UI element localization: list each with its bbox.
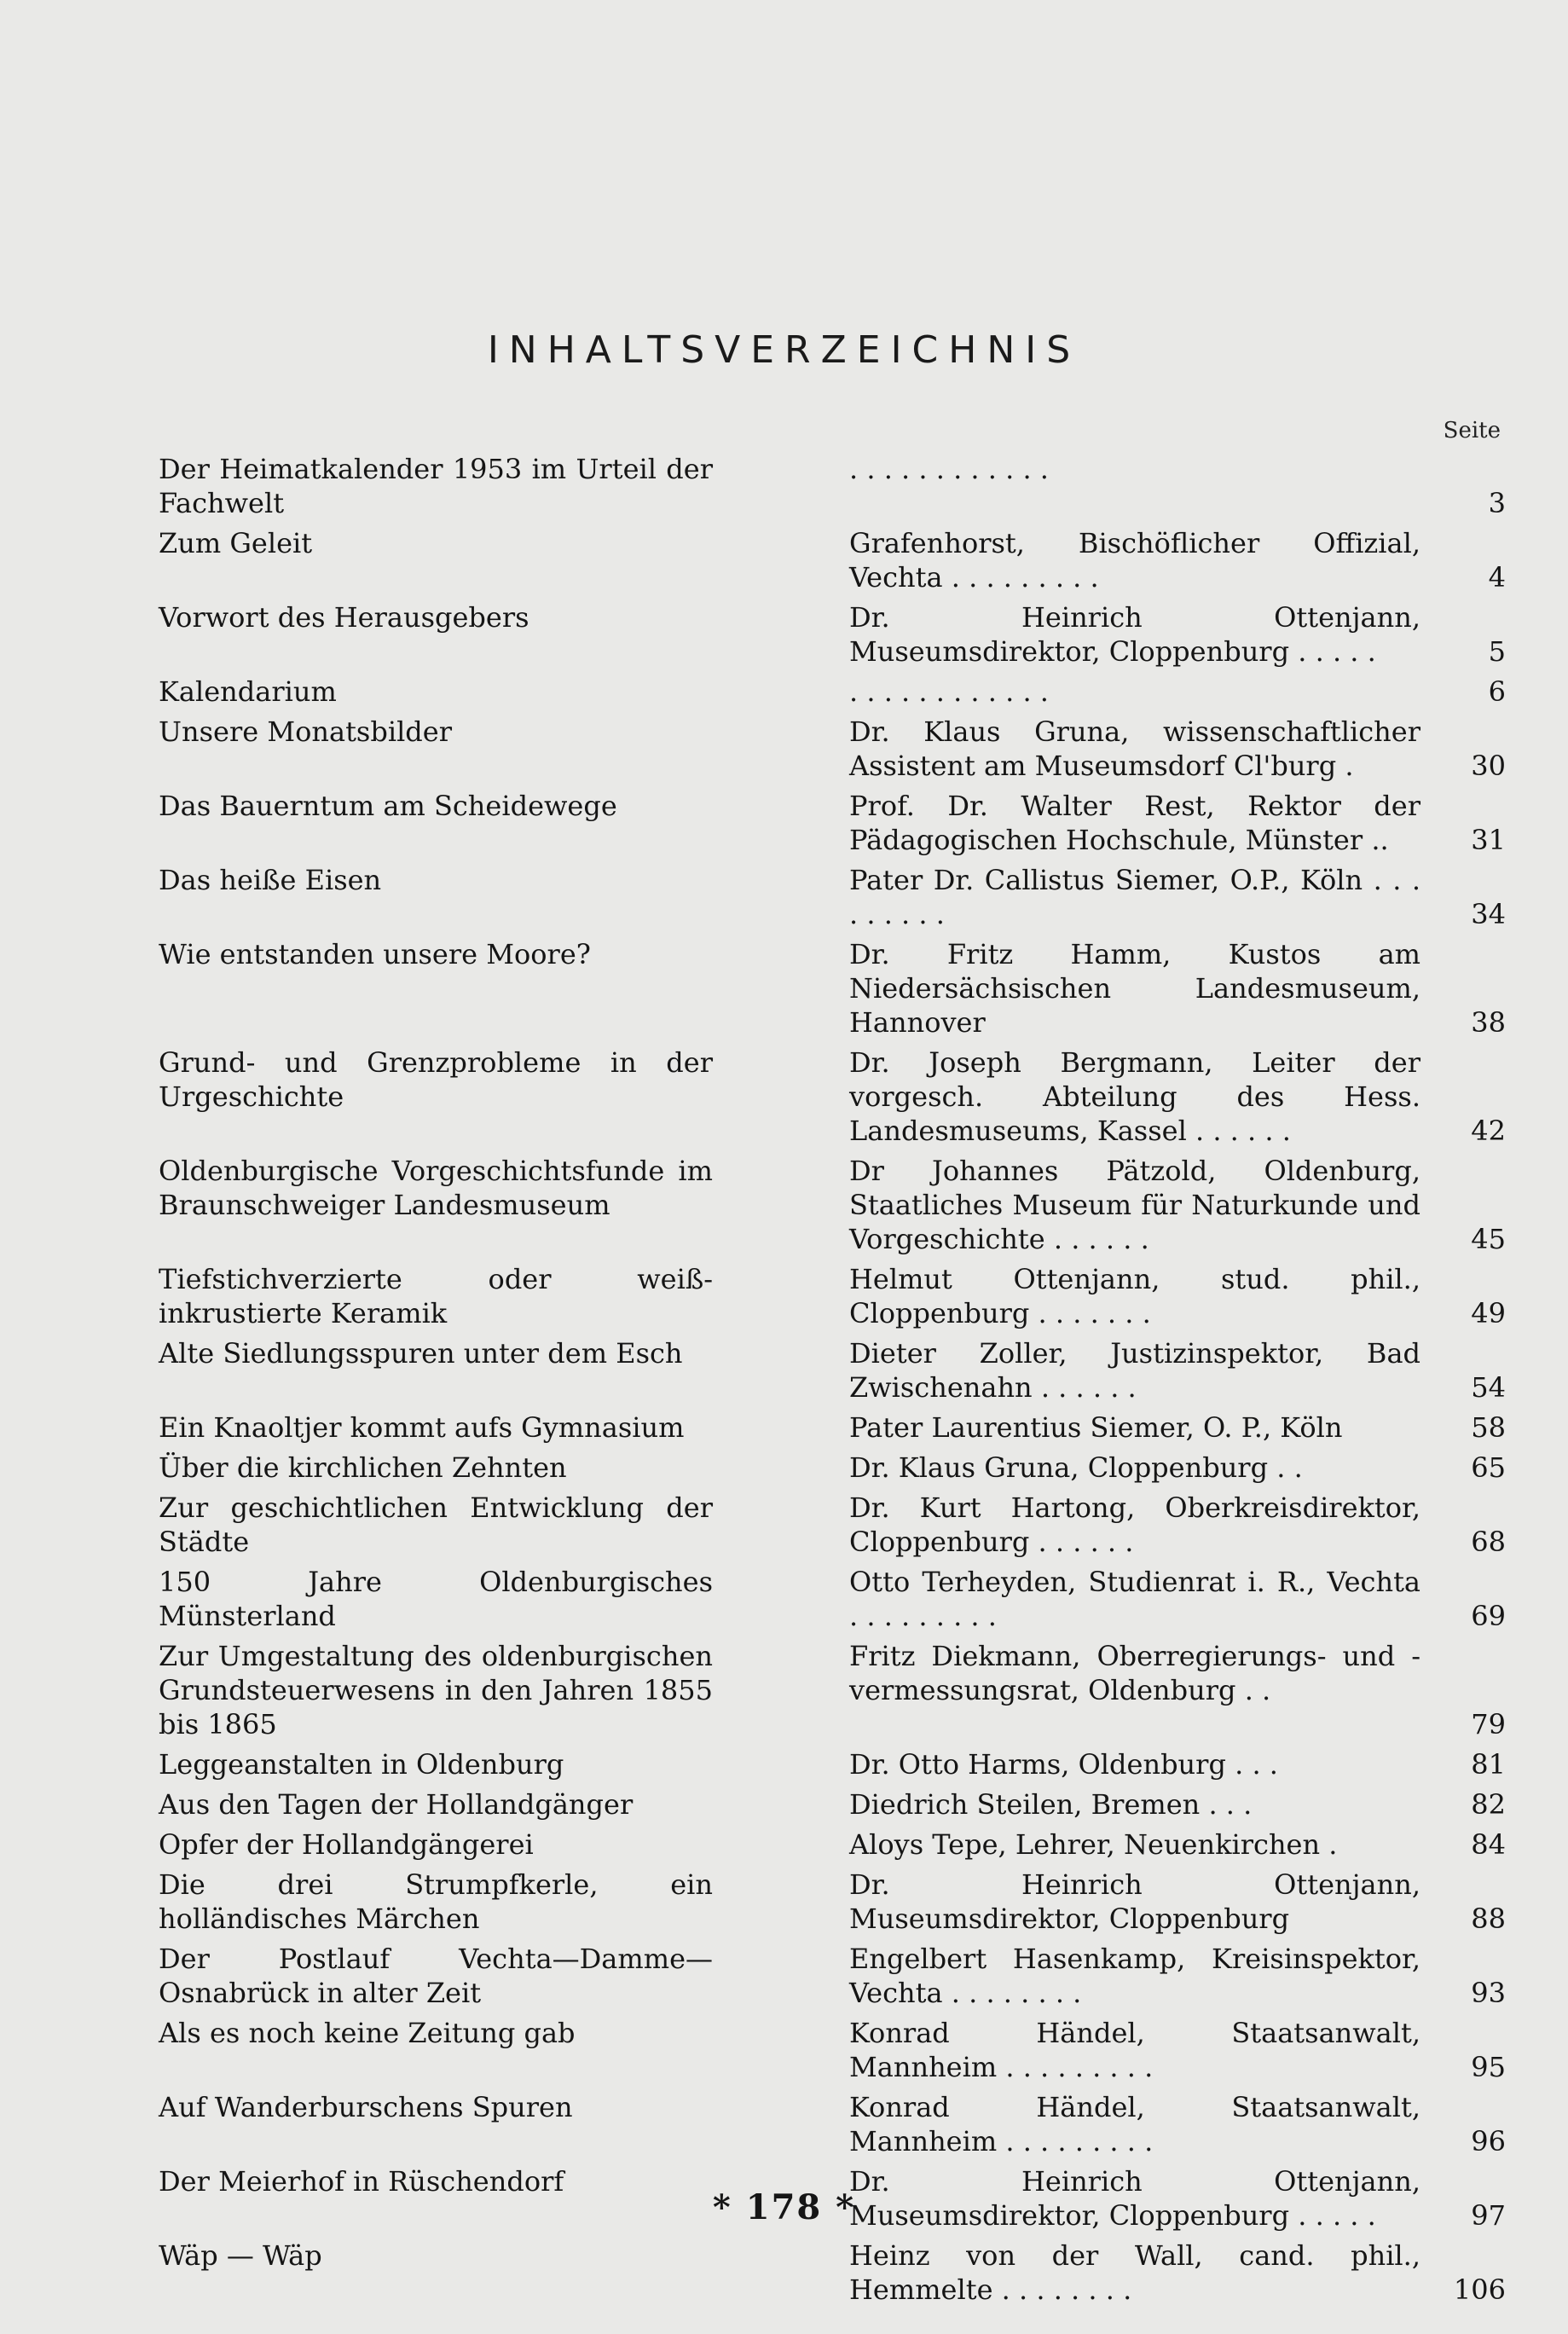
entry-page-number: 30 xyxy=(1471,750,1506,782)
page-title: INHALTSVERZEICHNIS xyxy=(487,328,1081,372)
toc-entry xyxy=(159,1868,1506,1936)
entry-author: Pater Laurentius Siemer, O. P., Köln xyxy=(849,1411,1343,1444)
entry-author: Konrad Händel, Staatsanwalt, Mannheim . . . . . . . . . xyxy=(849,2017,1420,2083)
entry-page-number: 82 xyxy=(1471,1788,1506,1821)
entry-page-number: 4 xyxy=(1488,561,1506,594)
toc-entry xyxy=(159,1491,1506,1559)
toc-entry xyxy=(159,1565,1506,1633)
entry-author: Dr. Fritz Hamm, Kustos am Niedersächsischen Landesmuseum, Hannover xyxy=(849,938,1420,1039)
entry-page-number: 6 xyxy=(1488,675,1506,708)
entry-page-number: 68 xyxy=(1471,1526,1506,1558)
toc-entry xyxy=(159,452,1506,520)
entry-author: . . . . . . . . . . . . xyxy=(849,453,1049,485)
entry-title: Das Bauerntum am Scheidewege xyxy=(159,790,617,822)
toc-entry xyxy=(159,715,1506,783)
entry-page-number: 49 xyxy=(1471,1297,1506,1329)
entry-page-number: 84 xyxy=(1471,1828,1506,1861)
entry-title: Zum Geleit xyxy=(159,527,313,559)
entry-title: Ein Knaoltjer kommt aufs Gymnasium xyxy=(159,1411,685,1444)
entry-title: Auf Wanderburschens Spuren xyxy=(159,2091,573,2123)
toc-entry xyxy=(159,1154,1506,1256)
entry-title: Unsere Monatsbilder xyxy=(159,715,453,748)
toc-entry xyxy=(159,1827,1506,1862)
entry-author: Prof. Dr. Walter Rest, Rektor der Pädagogischen Hochschule, Münster .. xyxy=(849,790,1420,856)
entry-author: Dr Johannes Pätzold, Oldenburg, Staatliches Museum für Naturkunde und Vorgeschichte . . . . . . xyxy=(849,1155,1420,1255)
entry-title: Leggeanstalten in Oldenburg xyxy=(159,1748,564,1781)
toc-entry xyxy=(159,526,1506,594)
entry-title: Alte Siedlungsspuren unter dem Esch xyxy=(159,1337,683,1370)
entry-page-number: 88 xyxy=(1471,1903,1506,1935)
entry-title: 150 Jahre Oldenburgisches Münsterland xyxy=(159,1566,713,1632)
toc-entry xyxy=(159,2016,1506,2084)
entry-title: Oldenburgische Vorgeschichtsfunde im Braunschweiger Landesmuseum xyxy=(159,1155,713,1221)
entry-title: Zur Umgestaltung des oldenburgischen Grundsteuerwesens in den Jahren 1855 bis 1865 xyxy=(159,1640,713,1740)
entry-author: Dr. Heinrich Ottenjann, Museumsdirektor, Cloppenburg . . . . . xyxy=(849,601,1420,668)
page-number: * 178 * xyxy=(712,2187,856,2227)
entry-page-number: 81 xyxy=(1471,1748,1506,1781)
entry-title: Als es noch keine Zeitung gab xyxy=(159,2017,576,2049)
entry-author: Helmut Ottenjann, stud. phil., Cloppenburg . . . . . . . xyxy=(849,1263,1420,1329)
entry-page-number: 96 xyxy=(1471,2125,1506,2157)
toc-entry xyxy=(159,1942,1506,2010)
entry-author: . . . . . . . . . . . . xyxy=(849,675,1049,708)
entry-page-number: 54 xyxy=(1471,1371,1506,1404)
toc-entry xyxy=(159,863,1506,931)
toc-entry xyxy=(159,937,1506,1040)
entry-title: Der Heimatkalender 1953 im Urteil der Fachwelt xyxy=(159,453,713,519)
toc-entry xyxy=(159,789,1506,857)
toc-entry xyxy=(159,600,1506,669)
toc-entry xyxy=(159,1747,1506,1781)
toc-entry xyxy=(159,1451,1506,1485)
table-of-contents xyxy=(159,452,1506,2313)
entry-author: Grafenhorst, Bischöflicher Offizial, Vechta . . . . . . . . . xyxy=(849,527,1420,594)
entry-author: Pater Dr. Callistus Siemer, O.P., Köln . . . . . . . . . xyxy=(849,864,1420,930)
entry-author: Heinz von der Wall, cand. phil., Hemmelte . . . . . . . . xyxy=(849,2239,1420,2306)
toc-entry xyxy=(159,1410,1506,1445)
entry-author: Dr. Heinrich Ottenjann, Museumsdirektor, Cloppenburg . . . . . xyxy=(849,2165,1420,2232)
toc-entry xyxy=(159,1787,1506,1821)
entry-page-number: 95 xyxy=(1471,2051,1506,2083)
entry-title: Wie entstanden unsere Moore? xyxy=(159,938,591,970)
toc-entry xyxy=(159,1045,1506,1148)
entry-title: Grund- und Grenzprobleme in der Urgeschichte xyxy=(159,1046,713,1113)
entry-page-number: 34 xyxy=(1471,898,1506,930)
toc-entry xyxy=(159,2238,1506,2307)
entry-page-number: 69 xyxy=(1471,1600,1506,1632)
entry-author: Dieter Zoller, Justizinspektor, Bad Zwischenahn . . . . . . xyxy=(849,1337,1420,1404)
entry-page-number: 79 xyxy=(1471,1708,1506,1740)
entry-page-number: 38 xyxy=(1471,1006,1506,1039)
entry-title: Zur geschichtlichen Entwicklung der Städte xyxy=(159,1491,713,1558)
toc-entry xyxy=(159,675,1506,709)
entry-title: Die drei Strumpfkerle, ein holländisches Märchen xyxy=(159,1868,713,1935)
entry-author: Aloys Tepe, Lehrer, Neuenkirchen . xyxy=(849,1828,1338,1861)
entry-author: Dr. Kurt Hartong, Oberkreisdirektor, Cloppenburg . . . . . . xyxy=(849,1491,1420,1558)
entry-page-number: 5 xyxy=(1488,635,1506,668)
entry-page-number: 93 xyxy=(1471,1977,1506,2009)
entry-title: Opfer der Hollandgängerei xyxy=(159,1828,534,1861)
entry-title: Kalendarium xyxy=(159,675,337,708)
entry-page-number: 31 xyxy=(1471,824,1506,856)
entry-title: Aus den Tagen der Hollandgänger xyxy=(159,1788,634,1821)
entry-author: Dr. Klaus Gruna, wissenschaftlicher Assistent am Museumsdorf Cl'burg . xyxy=(849,715,1420,782)
toc-entry xyxy=(159,1639,1506,1741)
entry-author: Engelbert Hasenkamp, Kreisinspektor, Vechta . . . . . . . . xyxy=(849,1943,1420,2009)
entry-author: Dr. Heinrich Ottenjann, Museumsdirektor, Cloppenburg xyxy=(849,1868,1420,1935)
toc-entry xyxy=(159,2090,1506,2158)
entry-page-number: 3 xyxy=(1488,487,1506,519)
page-column-label: Seite xyxy=(1443,418,1501,443)
entry-title: Der Meierhof in Rüschendorf xyxy=(159,2165,564,2198)
entry-page-number: 97 xyxy=(1471,2199,1506,2232)
entry-title: Das heiße Eisen xyxy=(159,864,382,896)
entry-title: Vorwort des Herausgebers xyxy=(159,601,529,634)
entry-title: Der Postlauf Vechta—Damme—Osnabrück in alter Zeit xyxy=(159,1943,713,2009)
entry-page-number: 42 xyxy=(1471,1115,1506,1147)
entry-author: Diedrich Steilen, Bremen . . . xyxy=(849,1788,1253,1821)
entry-page-number: 45 xyxy=(1471,1223,1506,1255)
entry-author: Dr. Klaus Gruna, Cloppenburg . . xyxy=(849,1451,1303,1484)
entry-author: Dr. Joseph Bergmann, Leiter der vorgesch. Abteilung des Hess. Landesmuseums, Kassel . . . . . . xyxy=(849,1046,1420,1147)
entry-page-number: 58 xyxy=(1471,1411,1506,1444)
entry-author: Otto Terheyden, Studienrat i. R., Vechta . . . . . . . . . xyxy=(849,1566,1420,1632)
entry-page-number: 65 xyxy=(1471,1451,1506,1484)
entry-page-number: 106 xyxy=(1453,2273,1506,2306)
toc-entry xyxy=(159,1336,1506,1404)
entry-title: Tiefstichverzierte oder weiß-inkrustierte Keramik xyxy=(159,1263,713,1329)
entry-author: Fritz Diekmann, Oberregierungs- und -vermessungsrat, Oldenburg . . xyxy=(849,1640,1420,1706)
entry-author: Konrad Händel, Staatsanwalt, Mannheim . . . . . . . . . xyxy=(849,2091,1420,2157)
entry-author: Dr. Otto Harms, Oldenburg . . . xyxy=(849,1748,1278,1781)
toc-entry xyxy=(159,1262,1506,1330)
entry-title: Über die kirchlichen Zehnten xyxy=(159,1451,567,1484)
entry-title: Wäp — Wäp xyxy=(159,2239,322,2272)
